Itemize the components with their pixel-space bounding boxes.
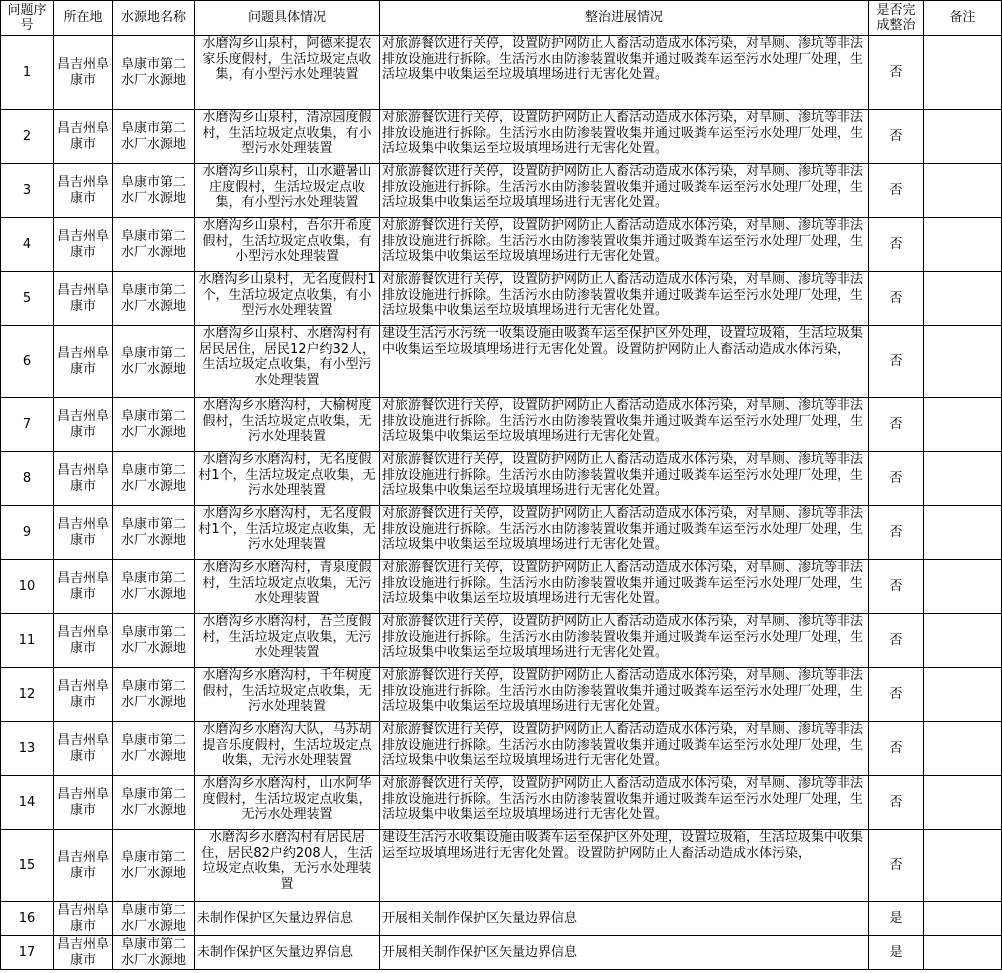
row-location: 昌吉州阜康市 bbox=[54, 830, 113, 902]
row-location: 昌吉州阜康市 bbox=[54, 506, 113, 560]
table-row bbox=[1, 110, 1002, 164]
header-source-name: 水源地名称 bbox=[113, 1, 195, 36]
row-location: 昌吉州阜康市 bbox=[54, 668, 113, 722]
row-problem: 水磨沟乡山泉村，清凉园度假村，生活垃圾定点收集，有小型污水处理装置 bbox=[195, 110, 380, 164]
row-source-name: 阜康市第二水厂水源地 bbox=[113, 830, 195, 902]
row-location: 昌吉州阜康市 bbox=[54, 272, 113, 326]
row-done: 否 bbox=[869, 110, 924, 164]
table-row bbox=[1, 218, 1002, 272]
row-done: 否 bbox=[869, 398, 924, 452]
row-source-name: 阜康市第二水厂水源地 bbox=[113, 398, 195, 452]
row-progress: 建设生活污水收集设施由吸粪车运至保护区外处理，设置垃圾箱，生活垃圾集中收集运至垃圾填埋场进行无害化处置。设置防护网防止人畜活动造成水体污染， bbox=[380, 830, 869, 902]
table-row bbox=[1, 936, 1002, 970]
row-source-name: 阜康市第二水厂水源地 bbox=[113, 272, 195, 326]
row-note bbox=[924, 506, 1002, 560]
row-problem: 水磨沟乡水磨沟村，吾兰度假村，生活垃圾定点收集，无污水处理装置 bbox=[195, 614, 380, 668]
row-note bbox=[924, 560, 1002, 614]
table-row bbox=[1, 830, 1002, 902]
row-location: 昌吉州阜康市 bbox=[54, 164, 113, 218]
row-location: 昌吉州阜康市 bbox=[54, 36, 113, 110]
row-done: 否 bbox=[869, 830, 924, 902]
row-problem: 水磨沟乡山泉村，吾尔开希度假村，生活垃圾定点收集，有小型污水处理装置 bbox=[195, 218, 380, 272]
row-number: 9 bbox=[1, 506, 54, 560]
row-number: 15 bbox=[1, 830, 54, 902]
row-problem: 水磨沟乡水磨沟村有居民居住，居民82户约208人，生活垃圾定点收集，无污水处理装置 bbox=[195, 830, 380, 902]
table-row bbox=[1, 164, 1002, 218]
row-done: 是 bbox=[869, 902, 924, 936]
row-done: 否 bbox=[869, 36, 924, 110]
row-note bbox=[924, 614, 1002, 668]
row-problem: 水磨沟乡山泉村，山水避暑山庄度假村，生活垃圾定点收集，有小型污水处理装置 bbox=[195, 164, 380, 218]
row-number: 6 bbox=[1, 326, 54, 398]
row-note bbox=[924, 164, 1002, 218]
row-done: 否 bbox=[869, 326, 924, 398]
row-done: 否 bbox=[869, 614, 924, 668]
row-problem: 未制作保护区矢量边界信息 bbox=[195, 936, 380, 970]
row-number: 8 bbox=[1, 452, 54, 506]
row-note bbox=[924, 398, 1002, 452]
row-progress: 对旅游餐饮进行关停，设置防护网防止人畜活动造成水体污染，对旱厕、渗坑等非法排放设施进行拆除。生活污水由防渗装置收集并通过吸粪车运至污水处理厂处理，生活垃圾集中收集运至垃圾填埋场进行无害化处置。 bbox=[380, 722, 869, 776]
row-source-name: 阜康市第二水厂水源地 bbox=[113, 326, 195, 398]
row-progress: 对旅游餐饮进行关停，设置防护网防止人畜活动造成水体污染，对旱厕、渗坑等非法排放设施进行拆除。生活污水由防渗装置收集并通过吸粪车运至污水处理厂处理，生活垃圾集中收集运至垃圾填埋场进行无害化处置。 bbox=[380, 668, 869, 722]
row-done: 否 bbox=[869, 668, 924, 722]
row-number: 12 bbox=[1, 668, 54, 722]
table-row bbox=[1, 560, 1002, 614]
row-note bbox=[924, 36, 1002, 110]
row-problem: 水磨沟乡水磨沟村，无名度假村1个，生活垃圾定点收集，无污水处理装置 bbox=[195, 506, 380, 560]
row-source-name: 阜康市第二水厂水源地 bbox=[113, 164, 195, 218]
row-number: 11 bbox=[1, 614, 54, 668]
row-note bbox=[924, 668, 1002, 722]
row-done: 否 bbox=[869, 560, 924, 614]
row-location: 昌吉州阜康市 bbox=[54, 398, 113, 452]
header-row bbox=[1, 1, 1002, 36]
row-source-name: 阜康市第二水厂水源地 bbox=[113, 110, 195, 164]
row-source-name: 阜康市第二水厂水源地 bbox=[113, 560, 195, 614]
header-no: 问题序号 bbox=[1, 1, 54, 36]
row-problem: 水磨沟乡水磨沟大队，马苏胡提音乐度假村，生活垃圾定点收集，无污水处理装置 bbox=[195, 722, 380, 776]
row-done: 否 bbox=[869, 776, 924, 830]
row-location: 昌吉州阜康市 bbox=[54, 936, 113, 970]
row-done: 否 bbox=[869, 506, 924, 560]
row-source-name: 阜康市第二水厂水源地 bbox=[113, 776, 195, 830]
row-note bbox=[924, 452, 1002, 506]
row-progress: 对旅游餐饮进行关停，设置防护网防止人畜活动造成水体污染，对旱厕、渗坑等非法排放设施进行拆除。生活污水由防渗装置收集并通过吸粪车运至污水处理厂处理，生活垃圾集中收集运至垃圾填埋场进行无害化处置。 bbox=[380, 110, 869, 164]
row-number: 16 bbox=[1, 902, 54, 936]
table-row bbox=[1, 272, 1002, 326]
row-number: 17 bbox=[1, 936, 54, 970]
row-done: 否 bbox=[869, 722, 924, 776]
row-source-name: 阜康市第二水厂水源地 bbox=[113, 902, 195, 936]
row-source-name: 阜康市第二水厂水源地 bbox=[113, 218, 195, 272]
row-source-name: 阜康市第二水厂水源地 bbox=[113, 36, 195, 110]
row-problem: 水磨沟乡水磨沟村，大榆树度假村，生活垃圾定点收集，无污水处理装置 bbox=[195, 398, 380, 452]
row-location: 昌吉州阜康市 bbox=[54, 326, 113, 398]
row-problem: 水磨沟乡山泉村，无名度假村1个，生活垃圾定点收集，有小型污水处理装置 bbox=[195, 272, 380, 326]
table-row bbox=[1, 452, 1002, 506]
row-note bbox=[924, 722, 1002, 776]
row-note bbox=[924, 326, 1002, 398]
row-note bbox=[924, 272, 1002, 326]
row-progress: 对旅游餐饮进行关停，设置防护网防止人畜活动造成水体污染，对旱厕、渗坑等非法排放设施进行拆除。生活污水由防渗装置收集并通过吸粪车运至污水处理厂处理，生活垃圾集中收集运至垃圾填埋场进行无害化处置。 bbox=[380, 218, 869, 272]
row-problem: 水磨沟乡水磨沟村，无名度假村1个，生活垃圾定点收集，无污水处理装置 bbox=[195, 452, 380, 506]
row-done: 否 bbox=[869, 218, 924, 272]
row-source-name: 阜康市第二水厂水源地 bbox=[113, 452, 195, 506]
row-problem: 未制作保护区矢量边界信息 bbox=[195, 902, 380, 936]
row-location: 昌吉州阜康市 bbox=[54, 110, 113, 164]
row-location: 昌吉州阜康市 bbox=[54, 722, 113, 776]
row-location: 昌吉州阜康市 bbox=[54, 452, 113, 506]
row-progress: 对旅游餐饮进行关停，设置防护网防止人畜活动造成水体污染，对旱厕、渗坑等非法排放设施进行拆除。生活污水由防渗装置收集并通过吸粪车运至污水处理厂处理，生活垃圾集中收集运至垃圾填埋场进行无害化处置。 bbox=[380, 560, 869, 614]
table-row bbox=[1, 776, 1002, 830]
row-source-name: 阜康市第二水厂水源地 bbox=[113, 668, 195, 722]
table-row bbox=[1, 506, 1002, 560]
row-problem: 水磨沟乡水磨沟村，山水阿华度假村，生活垃圾定点收集，无污水处理装置 bbox=[195, 776, 380, 830]
row-number: 10 bbox=[1, 560, 54, 614]
row-location: 昌吉州阜康市 bbox=[54, 902, 113, 936]
header-done: 是否完成整治 bbox=[869, 1, 924, 36]
header-location: 所在地 bbox=[54, 1, 113, 36]
row-note bbox=[924, 902, 1002, 936]
row-source-name: 阜康市第二水厂水源地 bbox=[113, 722, 195, 776]
table-row bbox=[1, 398, 1002, 452]
row-problem: 水磨沟乡山泉村，阿德来提农家乐度假村，生活垃圾定点收集，有小型污水处理装置 bbox=[195, 36, 380, 110]
row-source-name: 阜康市第二水厂水源地 bbox=[113, 614, 195, 668]
row-location: 昌吉州阜康市 bbox=[54, 218, 113, 272]
row-done: 否 bbox=[869, 164, 924, 218]
row-location: 昌吉州阜康市 bbox=[54, 560, 113, 614]
table-row bbox=[1, 614, 1002, 668]
row-note bbox=[924, 218, 1002, 272]
row-note bbox=[924, 110, 1002, 164]
row-done: 否 bbox=[869, 272, 924, 326]
row-number: 5 bbox=[1, 272, 54, 326]
table-row bbox=[1, 902, 1002, 936]
table-row bbox=[1, 722, 1002, 776]
row-problem: 水磨沟乡水磨沟村，千年树度假村，生活垃圾定点收集，无污水处理装置 bbox=[195, 668, 380, 722]
row-progress: 对旅游餐饮进行关停，设置防护网防止人畜活动造成水体污染，对旱厕、渗坑等非法排放设施进行拆除。生活污水由防渗装置收集并通过吸粪车运至污水处理厂处理，生活垃圾集中收集运至垃圾填埋场进行无害化处置。 bbox=[380, 164, 869, 218]
table-row bbox=[1, 36, 1002, 110]
row-progress: 对旅游餐饮进行关停，设置防护网防止人畜活动造成水体污染，对旱厕、渗坑等非法排放设施进行拆除。生活污水由防渗装置收集并通过吸粪车运至污水处理厂处理，生活垃圾集中收集运至垃圾填埋场进行无害化处置。 bbox=[380, 506, 869, 560]
row-note bbox=[924, 830, 1002, 902]
row-progress: 开展相关制作保护区矢量边界信息 bbox=[380, 936, 869, 970]
row-progress: 对旅游餐饮进行关停，设置防护网防止人畜活动造成水体污染，对旱厕、渗坑等非法排放设施进行拆除。生活污水由防渗装置收集并通过吸粪车运至污水处理厂处理，生活垃圾集中收集运至垃圾填埋场进行无害化处置。 bbox=[380, 272, 869, 326]
header-note: 备注 bbox=[924, 1, 1002, 36]
header-progress: 整治进展情况 bbox=[380, 1, 869, 36]
row-location: 昌吉州阜康市 bbox=[54, 776, 113, 830]
row-number: 1 bbox=[1, 36, 54, 110]
row-source-name: 阜康市第二水厂水源地 bbox=[113, 936, 195, 970]
row-number: 4 bbox=[1, 218, 54, 272]
table-row bbox=[1, 668, 1002, 722]
row-location: 昌吉州阜康市 bbox=[54, 614, 113, 668]
row-progress: 对旅游餐饮进行关停，设置防护网防止人畜活动造成水体污染，对旱厕、渗坑等非法排放设施进行拆除。生活污水由防渗装置收集并通过吸粪车运至污水处理厂处理，生活垃圾集中收集运至垃圾填埋场进行无害化处置。 bbox=[380, 614, 869, 668]
row-problem: 水磨沟乡山泉村、水磨沟村有居民居住，居民12户约32人，生活垃圾定点收集，有小型污水处理装置 bbox=[195, 326, 380, 398]
row-note bbox=[924, 776, 1002, 830]
row-done: 是 bbox=[869, 936, 924, 970]
header-problem: 问题具体情况 bbox=[195, 1, 380, 36]
row-progress: 对旅游餐饮进行关停，设置防护网防止人畜活动造成水体污染，对旱厕、渗坑等非法排放设施进行拆除。生活污水由防渗装置收集并通过吸粪车运至污水处理厂处理，生活垃圾集中收集运至垃圾填埋场进行无害化处置。 bbox=[380, 452, 869, 506]
row-progress: 开展相关制作保护区矢量边界信息 bbox=[380, 902, 869, 936]
row-problem: 水磨沟乡水磨沟村，青泉度假村，生活垃圾定点收集，无污水处理装置 bbox=[195, 560, 380, 614]
row-number: 2 bbox=[1, 110, 54, 164]
row-number: 3 bbox=[1, 164, 54, 218]
row-number: 14 bbox=[1, 776, 54, 830]
row-progress: 建设生活污水污统一收集设施由吸粪车运至保护区外处理，设置垃圾箱，生活垃圾集中收集运至垃圾填埋场进行无害化处置。设置防护网防止人畜活动造成水体污染， bbox=[380, 326, 869, 398]
row-done: 否 bbox=[869, 452, 924, 506]
row-progress: 对旅游餐饮进行关停，设置防护网防止人畜活动造成水体污染，对旱厕、渗坑等非法排放设施进行拆除。生活污水由防渗装置收集并通过吸粪车运至污水处理厂处理，生活垃圾集中收集运至垃圾填埋场进行无害化处置。 bbox=[380, 36, 869, 110]
row-note bbox=[924, 936, 1002, 970]
row-source-name: 阜康市第二水厂水源地 bbox=[113, 506, 195, 560]
row-progress: 对旅游餐饮进行关停，设置防护网防止人畜活动造成水体污染，对旱厕、渗坑等非法排放设施进行拆除。生活污水由防渗装置收集并通过吸粪车运至污水处理厂处理，生活垃圾集中收集运至垃圾填埋场进行无害化处置。 bbox=[380, 776, 869, 830]
table-row bbox=[1, 326, 1002, 398]
row-number: 7 bbox=[1, 398, 54, 452]
row-number: 13 bbox=[1, 722, 54, 776]
row-progress: 对旅游餐饮进行关停，设置防护网防止人畜活动造成水体污染，对旱厕、渗坑等非法排放设施进行拆除。生活污水由防渗装置收集并通过吸粪车运至污水处理厂处理，生活垃圾集中收集运至垃圾填埋场进行无害化处置。 bbox=[380, 398, 869, 452]
